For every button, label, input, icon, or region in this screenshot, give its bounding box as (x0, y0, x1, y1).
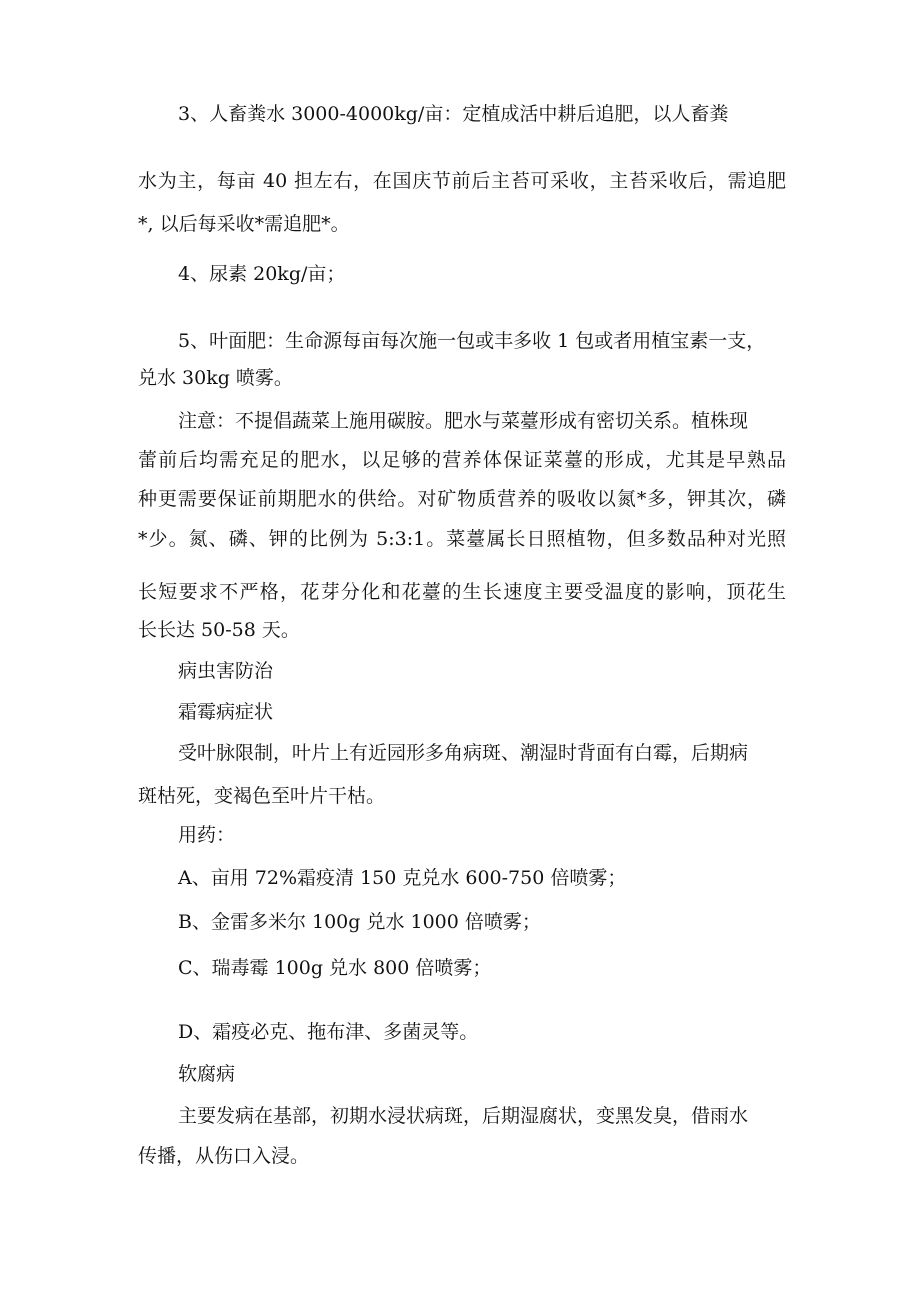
fertilizer-item-5-line-1: 5、叶面肥：生命源每亩每次施一包或丰多收 1 包或者用植宝素一支， (178, 330, 766, 352)
soft-rot-heading: 软腐病 (178, 1063, 236, 1085)
note-line-4: *少。氮、磷、钾的比例为 5:3:1。菜薹属长日照植物，但多数品种对光照 (138, 528, 786, 550)
fertilizer-item-5-line-2: 兑水 30kg 喷雾。 (138, 367, 293, 389)
fertilizer-item-3-line-2: 水为主，每亩 40 担左右，在国庆节前后主苔可采收，主苔采收后，需追肥 (138, 170, 786, 192)
medication-option-a: A、亩用 72%霜疫清 150 克兑水 600-750 倍喷雾； (178, 867, 627, 889)
soft-rot-line-2: 传播，从伤口入浸。 (138, 1145, 310, 1167)
soft-rot-line-1: 主要发病在基部，初期水浸状病斑，后期湿腐状，变黑发臭，借雨水 (178, 1105, 749, 1127)
medication-label: 用药： (178, 824, 236, 846)
note-line-5: 长短要求不严格，花芽分化和花薹的生长速度主要受温度的影响，顶花生 (138, 581, 786, 603)
pest-control-heading: 病虫害防治 (178, 660, 274, 682)
note-line-6: 长长达 50-58 天。 (138, 619, 300, 641)
downy-mildew-heading: 霜霉病症状 (178, 701, 274, 723)
downy-mildew-symptom-line-2: 斑枯死，变褐色至叶片干枯。 (138, 785, 386, 807)
medication-option-d: D、霜疫必克、拖布津、多菌灵等。 (178, 1021, 479, 1043)
downy-mildew-symptom-line-1: 受叶脉限制，叶片上有近园形多角病斑、潮湿时背面有白霉，后期病 (178, 742, 749, 764)
note-line-3: 种更需要保证前期肥水的供给。对矿物质营养的吸收以氮*多，钾其次，磷 (138, 488, 786, 510)
medication-option-b: B、金雷多米尔 100g 兑水 1000 倍喷雾； (178, 911, 541, 933)
note-line-1: 注意：不提倡蔬菜上施用碳胺。肥水与菜薹形成有密切关系。植株现 (178, 410, 749, 432)
fertilizer-item-3-line-3: *, 以后每采收*需追肥*。 (138, 213, 350, 235)
fertilizer-item-4: 4、尿素 20kg/亩； (178, 263, 346, 285)
medication-option-c: C、瑞毒霉 100g 兑水 800 倍喷雾； (178, 957, 492, 979)
note-line-2: 蕾前后均需充足的肥水，以足够的营养体保证菜薹的形成，尤其是早熟品 (138, 449, 786, 471)
fertilizer-item-3-line-1: 3、人畜粪水 3000-4000kg/亩：定植成活中耕后追肥，以人畜粪 (178, 103, 729, 125)
